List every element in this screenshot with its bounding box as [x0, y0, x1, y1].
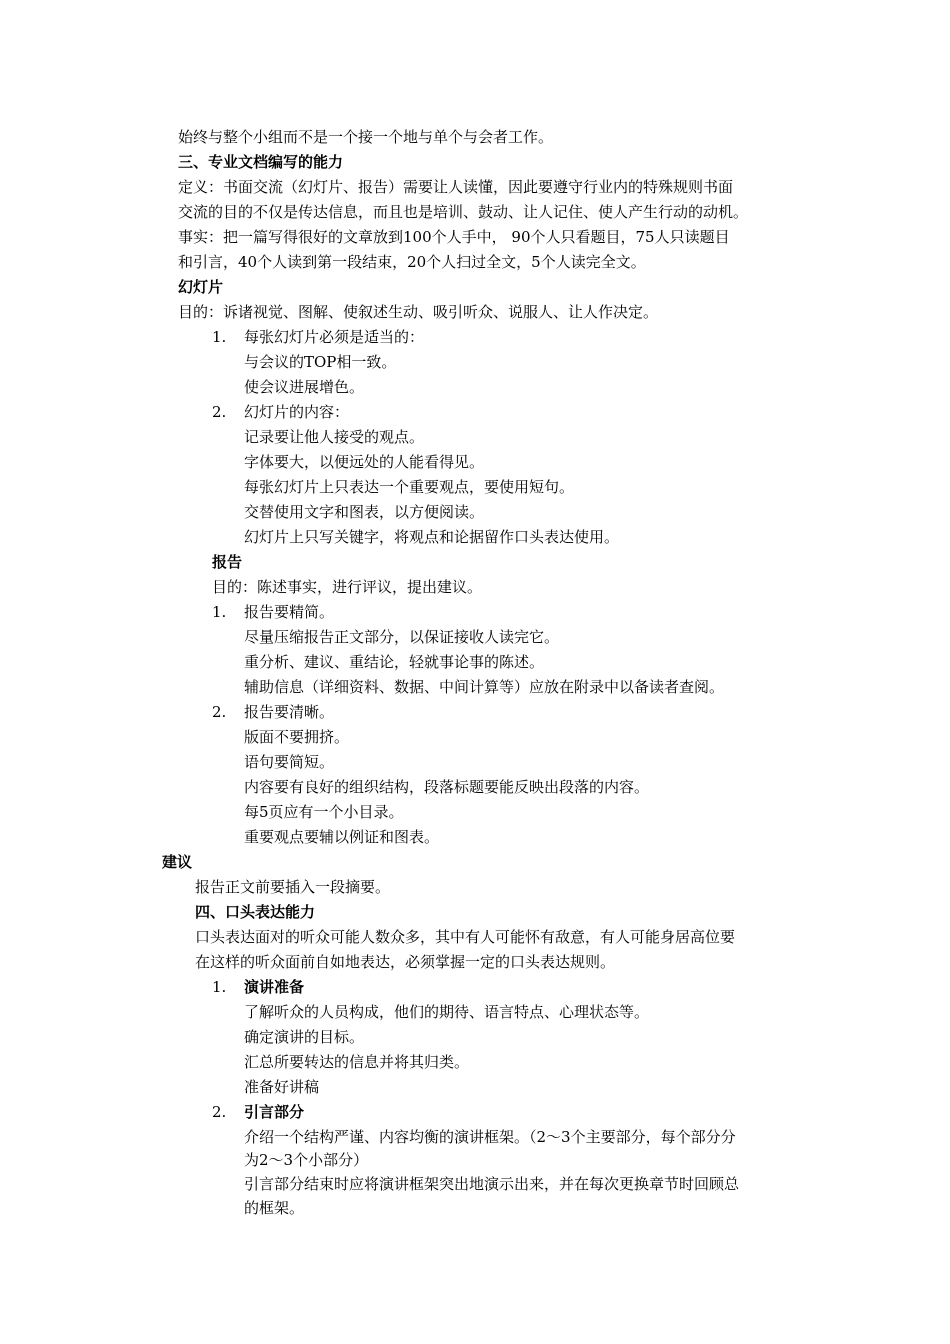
paragraph-line: 口头表达面对的听众可能人数众多，其中有人可能怀有敌意，有人可能身居高位要: [195, 928, 736, 946]
list-number: 2.: [212, 403, 227, 421]
paragraph-line: 在这样的听众面前自如地表达，必须掌握一定的口头表达规则。: [195, 953, 616, 971]
paragraph-line: 和引言，40个人读到第一段结束，20个人扫过全文，5个人读完全文。: [178, 253, 646, 271]
list-item-heading: 演讲准备: [244, 978, 305, 996]
list-subitem: 版面不要拥挤。: [244, 728, 350, 746]
list-number: 2.: [212, 1103, 227, 1121]
paragraph-line: 目的：陈述事实，进行评议，提出建议。: [212, 578, 483, 596]
list-subitem: 幻灯片上只写关键字，将观点和论据留作口头表达使用。: [244, 528, 620, 546]
list-subitem: 辅助信息（详细资料、数据、中间计算等）应放在附录中以备读者查阅。: [244, 678, 725, 696]
list-item: 幻灯片的内容：: [244, 403, 350, 421]
list-subitem: 确定演讲的目标。: [244, 1028, 365, 1046]
list-subitem: 语句要简短。: [244, 753, 335, 771]
list-subitem: 每张幻灯片上只表达一个重要观点，要使用短句。: [244, 478, 575, 496]
list-number: 2.: [212, 703, 227, 721]
list-subitem: 介绍一个结构严谨、内容均衡的演讲框架。（2～3个主要部分，每个部分分: [244, 1128, 736, 1146]
list-subitem: 尽量压缩报告正文部分，以保证接收人读完它。: [244, 628, 560, 646]
list-subitem: 为2～3个小部分）: [244, 1151, 369, 1169]
section-heading: 三、专业文档编写的能力: [178, 153, 344, 171]
list-item: 报告要清晰。: [244, 703, 335, 721]
subsection-heading: 幻灯片: [178, 278, 224, 296]
paragraph-line: 交流的目的不仅是传达信息，而且也是培训、鼓动、让人记住、使人产生行动的动机。: [178, 203, 749, 221]
list-subitem: 字体要大，以便远处的人能看得见。: [244, 453, 485, 471]
paragraph-line: 始终与整个小组而不是一个接一个地与单个与会者工作。: [178, 128, 554, 146]
list-number: 1.: [212, 328, 227, 346]
list-item: 每张幻灯片必须是适当的：: [244, 328, 425, 346]
list-subitem: 了解听众的人员构成，他们的期待、语言特点、心理状态等。: [244, 1003, 650, 1021]
list-subitem: 的框架。: [244, 1199, 305, 1217]
list-subitem: 引言部分结束时应将演讲框架突出地演示出来，并在每次更换章节时回顾总: [244, 1175, 740, 1193]
list-subitem: 汇总所要转达的信息并将其归类。: [244, 1053, 470, 1071]
paragraph-line: 目的：诉诸视觉、图解、使叙述生动、吸引听众、说服人、让人作决定。: [178, 303, 659, 321]
paragraph-line: 报告正文前要插入一段摘要。: [195, 878, 391, 896]
section-heading: 四、口头表达能力: [195, 903, 316, 921]
subsection-heading: 建议: [162, 853, 193, 871]
list-subitem: 内容要有良好的组织结构，段落标题要能反映出段落的内容。: [244, 778, 650, 796]
list-subitem: 每5页应有一个小目录。: [244, 803, 404, 821]
list-subitem: 准备好讲稿: [244, 1078, 320, 1096]
list-subitem: 与会议的TOP相一致。: [244, 353, 397, 371]
list-subitem: 记录要让他人接受的观点。: [244, 428, 425, 446]
paragraph-line: 定义：书面交流（幻灯片、报告）需要让人读懂，因此要遵守行业内的特殊规则书面: [178, 178, 734, 196]
list-number: 1.: [212, 603, 227, 621]
subsection-heading: 报告: [212, 553, 243, 571]
list-subitem: 交替使用文字和图表，以方便阅读。: [244, 503, 485, 521]
list-item-heading: 引言部分: [244, 1103, 305, 1121]
list-subitem: 使会议进展增色。: [244, 378, 365, 396]
list-subitem: 重要观点要辅以例证和图表。: [244, 828, 440, 846]
list-number: 1.: [212, 978, 227, 996]
list-item: 报告要精简。: [244, 603, 335, 621]
paragraph-line: 事实：把一篇写得很好的文章放到100个人手中， 90个人只看题目，75人只读题目: [178, 228, 730, 246]
list-subitem: 重分析、建议、重结论，轻就事论事的陈述。: [244, 653, 545, 671]
